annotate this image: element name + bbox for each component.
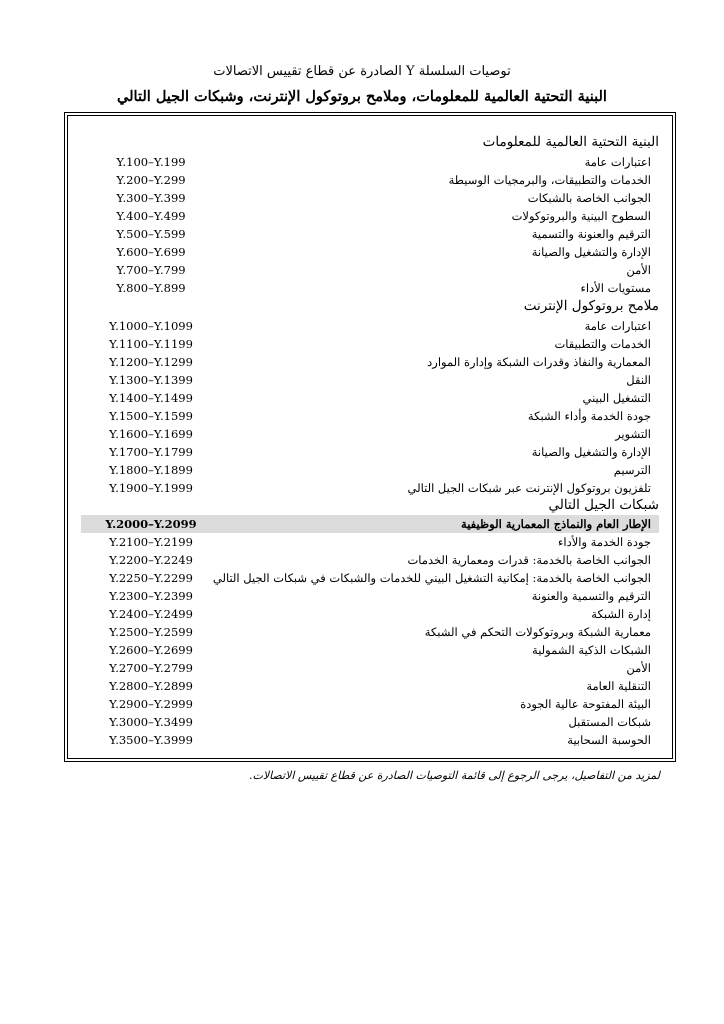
row-code: Y.2000–Y.2099 — [105, 517, 197, 531]
row-code: Y.1600–Y.1699 — [109, 427, 193, 441]
row-name: الحوسبة السحابية — [567, 733, 651, 747]
footnote: لمزيد من التفاصيل، يرجى الرجوع إلى قائمة التوصيات الصادرة عن قطاع تقييس الاتصالات. — [248, 769, 660, 782]
table-row — [81, 389, 659, 407]
section-title-ip: ملامح بروتوكول الإنترنت — [523, 298, 659, 314]
table-row — [81, 731, 659, 749]
table-row — [81, 479, 659, 497]
table-row — [81, 443, 659, 461]
table-row — [81, 659, 659, 677]
row-code: Y.2200–Y.2249 — [109, 553, 193, 567]
row-code: Y.400–Y.499 — [116, 209, 186, 223]
row-code: Y.2100–Y.2199 — [109, 535, 193, 549]
row-name: معمارية الشبكة وبروتوكولات التحكم في الشبكة — [424, 625, 651, 639]
row-name: التشغيل البيني — [582, 391, 651, 405]
table-row — [81, 189, 659, 207]
table-row — [81, 641, 659, 659]
table-row — [81, 407, 659, 425]
row-name: البيئة المفتوحة عالية الجودة — [520, 697, 651, 711]
row-name: إدارة الشبكة — [591, 607, 651, 621]
table-row — [81, 551, 659, 569]
table-row — [81, 533, 659, 551]
row-name: شبكات المستقبل — [568, 715, 651, 729]
table-row — [81, 279, 659, 297]
row-name: الخدمات والتطبيقات، والبرمجيات الوسيطة — [448, 173, 651, 187]
row-code: Y.600–Y.699 — [116, 245, 186, 259]
table-row — [81, 353, 659, 371]
row-name: الخدمات والتطبيقات — [554, 337, 651, 351]
section-title-gii: البنية التحتية العالمية للمعلومات — [482, 134, 659, 150]
table-row — [81, 335, 659, 353]
row-code: Y.2900–Y.2999 — [109, 697, 193, 711]
table-row — [81, 207, 659, 225]
row-name: الترقيم والعنونة والتسمية — [531, 227, 651, 241]
row-code: Y.2250–Y.2299 — [109, 571, 193, 585]
row-name: تلفزيون بروتوكول الإنترنت عبر شبكات الجيل التالي — [407, 481, 651, 495]
row-code: Y.3000–Y.3499 — [109, 715, 193, 729]
row-code: Y.500–Y.599 — [116, 227, 186, 241]
series-title: توصيات السلسلة Y الصادرة عن قطاع تقييس الاتصالات — [213, 64, 511, 79]
row-name: مستويات الأداء — [580, 281, 651, 295]
table-row — [81, 605, 659, 623]
row-code: Y.800–Y.899 — [116, 281, 186, 295]
table-row — [81, 425, 659, 443]
table-row — [81, 623, 659, 641]
table-row — [81, 371, 659, 389]
row-name: النقل — [626, 373, 651, 387]
row-name: الشبكات الذكية الشمولية — [532, 643, 651, 657]
row-code: Y.200–Y.299 — [116, 173, 186, 187]
row-name: التشوير — [615, 427, 651, 441]
row-code: Y.1400–Y.1499 — [109, 391, 193, 405]
row-code: Y.2500–Y.2599 — [109, 625, 193, 639]
row-name: الجوانب الخاصة بالخدمة: إمكانية التشغيل البيني للخدمات والشبكات في شبكات الجيل التالي — [212, 571, 651, 585]
table-row — [81, 317, 659, 335]
row-code: Y.1200–Y.1299 — [109, 355, 193, 369]
row-code: Y.300–Y.399 — [116, 191, 186, 205]
table-row — [81, 261, 659, 279]
table-row — [81, 587, 659, 605]
row-code: Y.2400–Y.2499 — [109, 607, 193, 621]
row-name: اعتبارات عامة — [584, 319, 651, 333]
table-row — [81, 461, 659, 479]
row-code: Y.1900–Y.1999 — [109, 481, 193, 495]
row-code: Y.1000–Y.1099 — [109, 319, 193, 333]
row-code: Y.700–Y.799 — [116, 263, 186, 277]
series-subtitle: البنية التحتية العالمية للمعلومات، وملامح بروتوكول الإنترنت، وشبكات الجيل التالي — [117, 88, 607, 105]
table-row — [81, 171, 659, 189]
row-code: Y.2700–Y.2799 — [109, 661, 193, 675]
row-code: Y.1800–Y.1899 — [109, 463, 193, 477]
row-code: Y.3500–Y.3999 — [109, 733, 193, 747]
row-name: السطوح البينية والبروتوكولات — [511, 209, 651, 223]
row-name: الإدارة والتشغيل والصيانة — [531, 445, 651, 459]
table-row — [81, 695, 659, 713]
row-name: جودة الخدمة والأداء — [557, 535, 651, 549]
row-code: Y.2600–Y.2699 — [109, 643, 193, 657]
row-name: الأمن — [626, 661, 651, 675]
row-code: Y.2800–Y.2899 — [109, 679, 193, 693]
row-name: الإدارة والتشغيل والصيانة — [531, 245, 651, 259]
row-name: الترسيم — [613, 463, 651, 477]
row-code: Y.1100–Y.1199 — [109, 337, 193, 351]
row-name: الإطار العام والنماذج المعمارية الوظيفية — [461, 517, 651, 531]
table-row — [81, 569, 659, 587]
table-row — [81, 153, 659, 171]
row-name: جودة الخدمة وأداء الشبكة — [527, 409, 651, 423]
row-name: المعمارية والنفاذ وقدرات الشبكة وإدارة الموارد — [427, 355, 651, 369]
table-row-highlighted — [81, 515, 659, 533]
table-row — [81, 243, 659, 261]
row-code: Y.2300–Y.2399 — [109, 589, 193, 603]
row-name: اعتبارات عامة — [584, 155, 651, 169]
row-name: الجوانب الخاصة بالشبكات — [527, 191, 651, 205]
row-code: Y.1500–Y.1599 — [109, 409, 193, 423]
row-code: Y.100–Y.199 — [116, 155, 186, 169]
row-code: Y.1700–Y.1799 — [109, 445, 193, 459]
table-row — [81, 677, 659, 695]
table-row — [81, 713, 659, 731]
section-title-ngn: شبكات الجيل التالي — [548, 497, 659, 513]
table-row — [81, 225, 659, 243]
row-name: الجوانب الخاصة بالخدمة: قدرات ومعمارية الخدمات — [407, 553, 651, 567]
recommendations-table — [64, 112, 676, 762]
row-name: الترقيم والتسمية والعنونة — [531, 589, 651, 603]
row-name: التنقلية العامة — [586, 679, 651, 693]
row-code: Y.1300–Y.1399 — [109, 373, 193, 387]
row-name: الأمن — [626, 263, 651, 277]
